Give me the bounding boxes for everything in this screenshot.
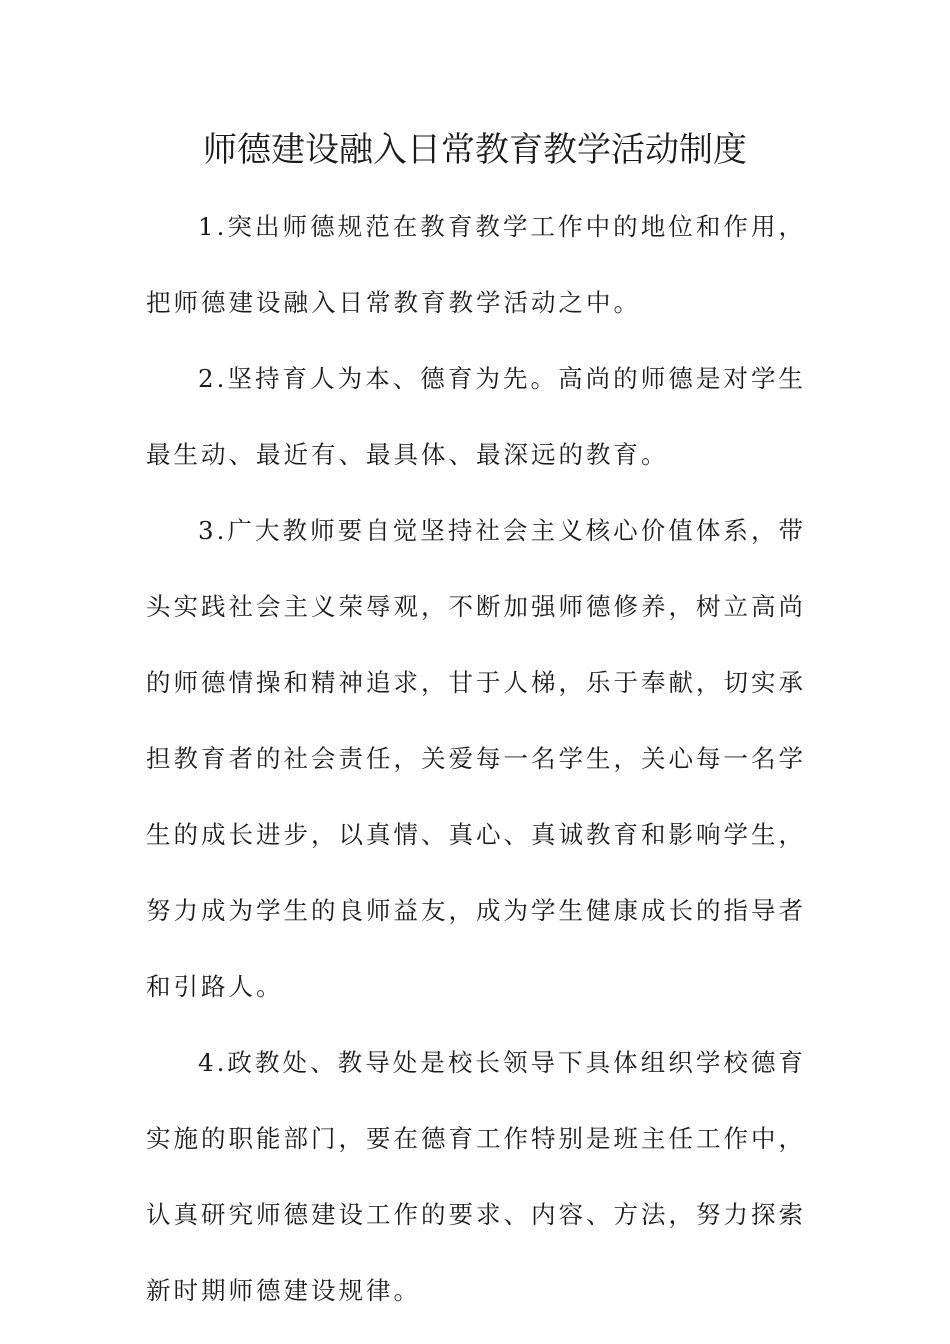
- paragraph-3: 3.广大教师要自觉坚持社会主义核心价值体系，带头实践社会主义荣辱观，不断加强师德修养，树立高尚的师德情操和精神追求，甘于人梯，乐于奉献，切实承担教育者的社会责任，关爱每一名学生，关心每一名学生的成长进步，以真情、真心、真诚教育和影响学生，努力成为学生的良师益友，成为学生健康成长的指导者和引路人。: [146, 516, 806, 1001]
- paragraph-2: 2.坚持育人为本、德育为先。高尚的师德是对学生最生动、最近有、最具体、最深远的教育。: [146, 364, 806, 469]
- paragraph-4: 4.政教处、教导处是校长领导下具体组织学校德育实施的职能部门，要在德育工作特别是班主任工作中，认真研究师德建设工作的要求、内容、方法，努力探索新时期师德建设规律。: [146, 1048, 806, 1305]
- paragraph-1: 1.突出师德规范在教育教学工作中的地位和作用，把师德建设融入日常教育教学活动之中。: [146, 212, 806, 317]
- document-title: 师德建设融入日常教育教学活动制度: [203, 130, 747, 170]
- document-body: [146, 189, 806, 1329]
